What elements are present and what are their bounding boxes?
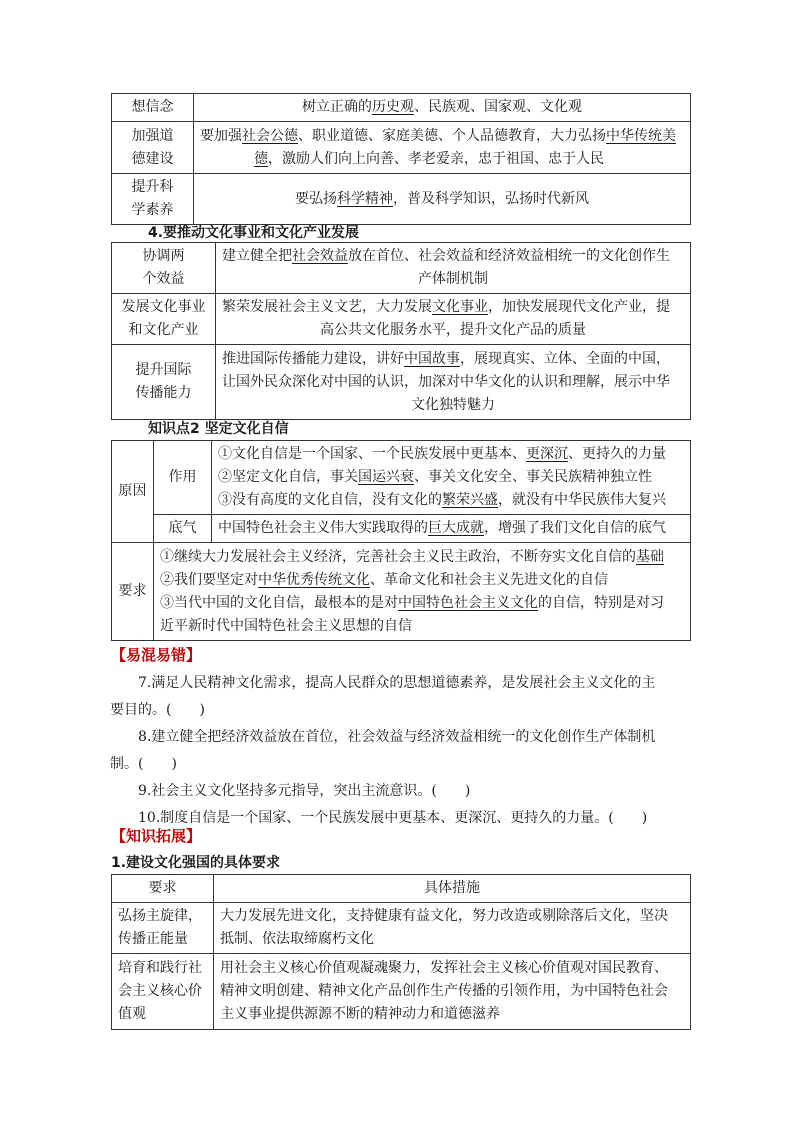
column-header: 要求 [112,875,214,903]
row-label: 培育和践行社 会主义核心价 值观 [112,954,214,1030]
row-content: 繁荣发展社会主义文艺，大力发展文化事业，加快发展现代文化产业，提 高公共文化服务水平，提升文化产品的质量 [216,294,691,345]
subsection-heading: 1.建设文化强国的具体要求 [111,855,281,871]
question-8: 8.建立健全把经济效益放在首位，社会效益与经济效益相统一的文化创作生产体制机 [138,729,656,745]
table-row [112,954,691,1030]
row-label: 提升科 学素养 [112,174,194,225]
table-cultural-confidence [111,440,691,641]
yihun-questions [110,670,690,832]
section-heading: 知识点2 坚定文化自信 [148,421,289,437]
row-content: 要加强社会公德、职业道德、家庭美德、个人品德教育，大力弘扬中华传统美 德，激励人们向上向善、孝老爱亲，忠于祖国、忠于人民 [194,122,691,174]
row-label: 协调两 个效益 [112,243,216,294]
table-row [112,875,691,903]
row-label: 发展文化事业 和文化产业 [112,294,216,345]
table-row [112,543,691,641]
row-content: 推进国际传播能力建设，讲好中国故事，展现真实、立体、全面的中国， 让国外民众深化对中国的认识，加深对中华文化的认识和理解，展示中华 文化独特魅力 [216,345,691,420]
row-label: 想信念 [112,94,194,122]
table-row [112,122,691,174]
table-row [112,294,691,345]
table-row [112,345,691,420]
row-content: 树立正确的历史观、民族观、国家观、文化观 [194,94,691,122]
question-10: 10.制度自信是一个国家、一个民族发展中更基本、更深沉、更持久的力量。( ) [138,810,648,826]
section-heading: 4.要推动文化事业和文化产业发展 [148,225,360,241]
table-culture-industry [111,242,691,420]
row-label: 加强道 德建设 [112,122,194,174]
column-header: 具体措施 [214,875,691,903]
question-7: 7.满足人民精神文化需求，提高人民群众的思想道德素养，是发展社会主义文化的主 [138,675,656,691]
row-content: 中国特色社会主义伟大实践取得的巨大成就，增强了我们文化自信的底气 [212,515,691,543]
row-label: 要求 [112,543,154,641]
row-label: 弘扬主旋律， 传播正能量 [112,903,214,954]
row-content: 用社会主义核心价值观凝魂聚力，发挥社会主义核心价值观对国民教育、 精神文明创建、精神文化产品创作生产传播的引领作用，为中国特色社会 主义事业提供源源不断的精神动力和道德滋养 [214,954,691,1030]
row-content: ①文化自信是一个国家、一个民族发展中更基本、更深沉、更持久的力量 ②坚定文化自信，事关国运兴衰、事关文化安全、事关民族精神独立性 ③没有高度的文化自信，没有文化的繁荣兴盛，就没有中华民族伟大复兴 [212,441,691,515]
section-title-yihun: 【易混易错】 [111,646,202,664]
question-7-cont: 要目的。( ) [110,702,205,718]
table-row [112,174,691,225]
row-content: 建立健全把社会效益放在首位、社会效益和经济效益相统一的文化创作生 产体制机制 [216,243,691,294]
table-cultural-power [111,874,691,1030]
table-row [112,441,691,515]
sub-label: 底气 [154,515,212,543]
row-content: ①继续大力发展社会主义经济，完善社会主义民主政治，不断夯实文化自信的基础 ②我们要坚定对中华优秀传统文化、革命文化和社会主义先进文化的自信 ③当代中国的文化自信，最根本的是对中国特色社会主义文化的自信，特别是对习 近平新时代中国特色社会主义思想的自信 [154,543,691,641]
row-label: 原因 [112,441,154,543]
question-9: 9.社会主义文化坚持多元指导，突出主流意识。( ) [138,783,471,799]
question-8-cont: 制。( ) [110,756,177,772]
section-title-tuozhan: 【知识拓展】 [111,827,202,845]
row-content: 大力发展先进文化，支持健康有益文化，努力改造或剔除落后文化，坚决 抵制、依法取缔腐朽文化 [214,903,691,954]
row-label: 提升国际 传播能力 [112,345,216,420]
row-content: 要弘扬科学精神，普及科学知识，弘扬时代新风 [194,174,691,225]
table-row [112,515,691,543]
table-row [112,903,691,954]
table-ideology [111,93,691,225]
table-row [112,94,691,122]
table-row [112,243,691,294]
sub-label: 作用 [154,441,212,515]
